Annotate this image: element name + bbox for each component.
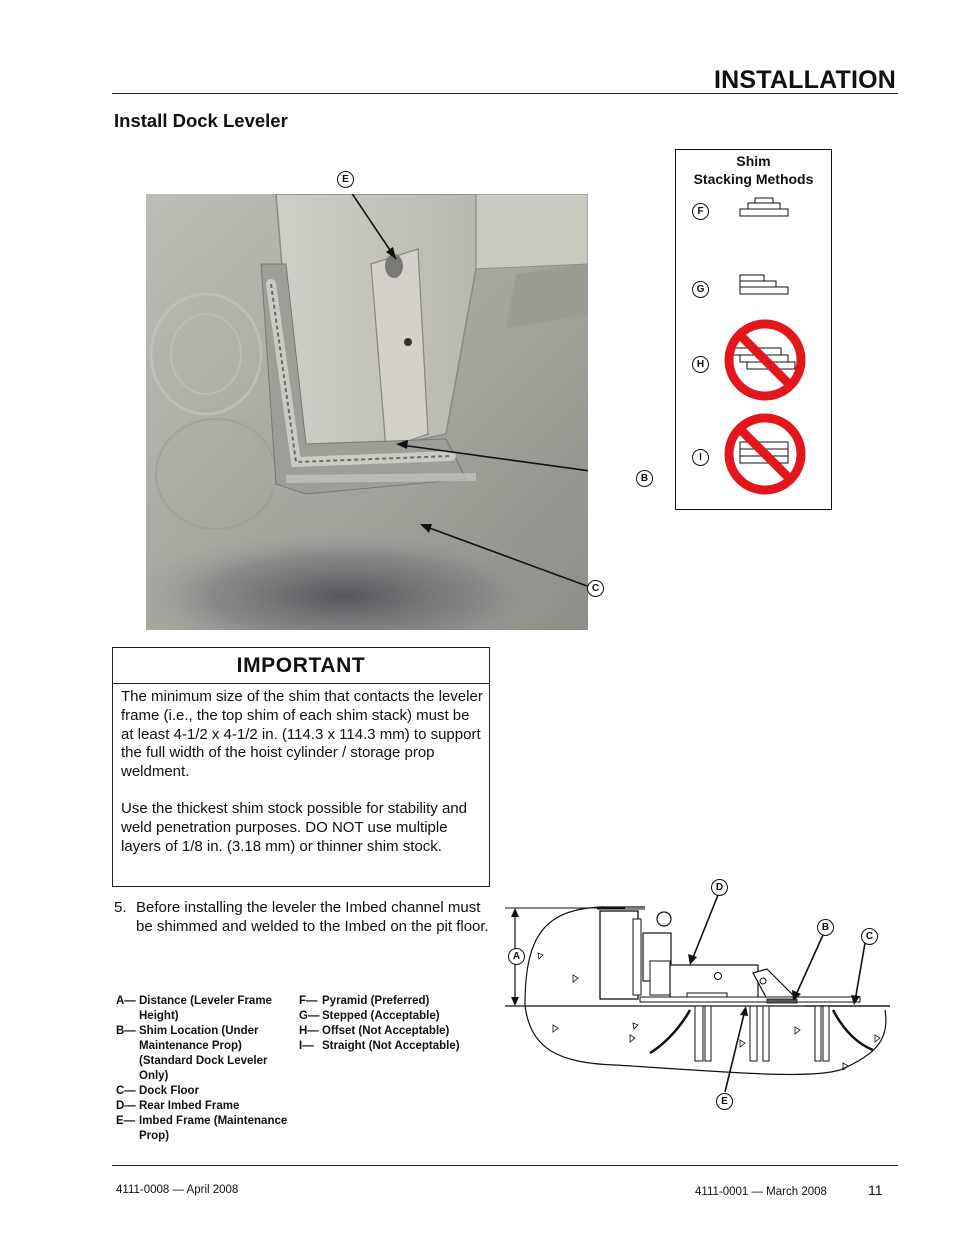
legend-item: C— Dock Floor [116, 1085, 200, 1097]
diagram-label-c: C [861, 928, 878, 945]
legend-left [116, 994, 292, 1144]
callout-b: B [636, 470, 653, 487]
diagram-label-a: A [508, 948, 525, 965]
shim-label-f: F [692, 203, 709, 220]
pit-section-diagram [505, 875, 900, 1115]
section-title: Install Dock Leveler [114, 110, 288, 131]
important-paragraph-1: The minimum size of the shim that contacts the leveler frame (i.e., the top shim of each shim stack) must be at least 4-1/2 x 4-1/2 in. (114.3 x 114.3 mm) to support the full width of the hoist cylinder / storage prop weldment. [121, 688, 483, 781]
shim-label-g: G [692, 281, 709, 298]
callout-e: E [337, 171, 354, 188]
footer-doc-left: 4111-0008 — April 2008 [116, 1184, 239, 1196]
legend-item: F— Pyramid (Preferred) [299, 995, 430, 1007]
shim-stack-illustrations [720, 190, 820, 510]
footer-rule [112, 1165, 898, 1166]
important-heading: IMPORTANT [112, 647, 490, 684]
pyramid-stack-icon [740, 198, 788, 216]
stepped-stack-icon [740, 275, 788, 294]
page-header-title: INSTALLATION [713, 66, 896, 94]
legend-item: H— Offset (Not Acceptable) [299, 1025, 450, 1037]
straight-stack-prohibited-icon [729, 418, 801, 490]
header-rule [112, 93, 898, 94]
step-number: 5. [114, 899, 127, 916]
shim-label-h: H [692, 356, 709, 373]
shim-label-i: I [692, 449, 709, 466]
legend-item: G— Stepped (Acceptable) [299, 1010, 440, 1022]
shim-title-line1: Shim [736, 153, 771, 169]
shim-title [677, 152, 830, 188]
step-text: Before installing the leveler the Imbed channel must be shimmed and welded to the Imbed on the pit floor. [136, 899, 489, 935]
weld-photo [146, 194, 588, 630]
diagram-label-e: E [716, 1093, 733, 1110]
step-5 [114, 898, 492, 936]
shim-title-line2: Stacking Methods [693, 171, 814, 187]
footer-doc-right: 4111-0001 — March 2008 [695, 1186, 827, 1198]
legend-item: E— Imbed Frame (Maintenance Prop) [116, 1115, 288, 1142]
offset-stack-prohibited-icon [729, 324, 801, 396]
page-number: 11 [868, 1182, 883, 1198]
legend-item: B— Shim Location (Under Maintenance Prop) (Standard Dock Leveler Only) [116, 1025, 268, 1082]
legend-item: I— Straight (Not Acceptable) [299, 1040, 460, 1052]
callout-c: C [587, 580, 604, 597]
diagram-label-b: B [817, 919, 834, 936]
diagram-label-d: D [711, 879, 728, 896]
important-paragraph-2: Use the thickest shim stock possible for stability and weld penetration purposes. DO NOT use multiple layers of 1/8 in. (3.18 mm) or thinner shim stock. [121, 800, 467, 855]
legend-item: D— Rear Imbed Frame [116, 1100, 240, 1112]
legend-right [299, 994, 489, 1054]
legend-item: A— Distance (Leveler Frame Height) [116, 995, 272, 1022]
